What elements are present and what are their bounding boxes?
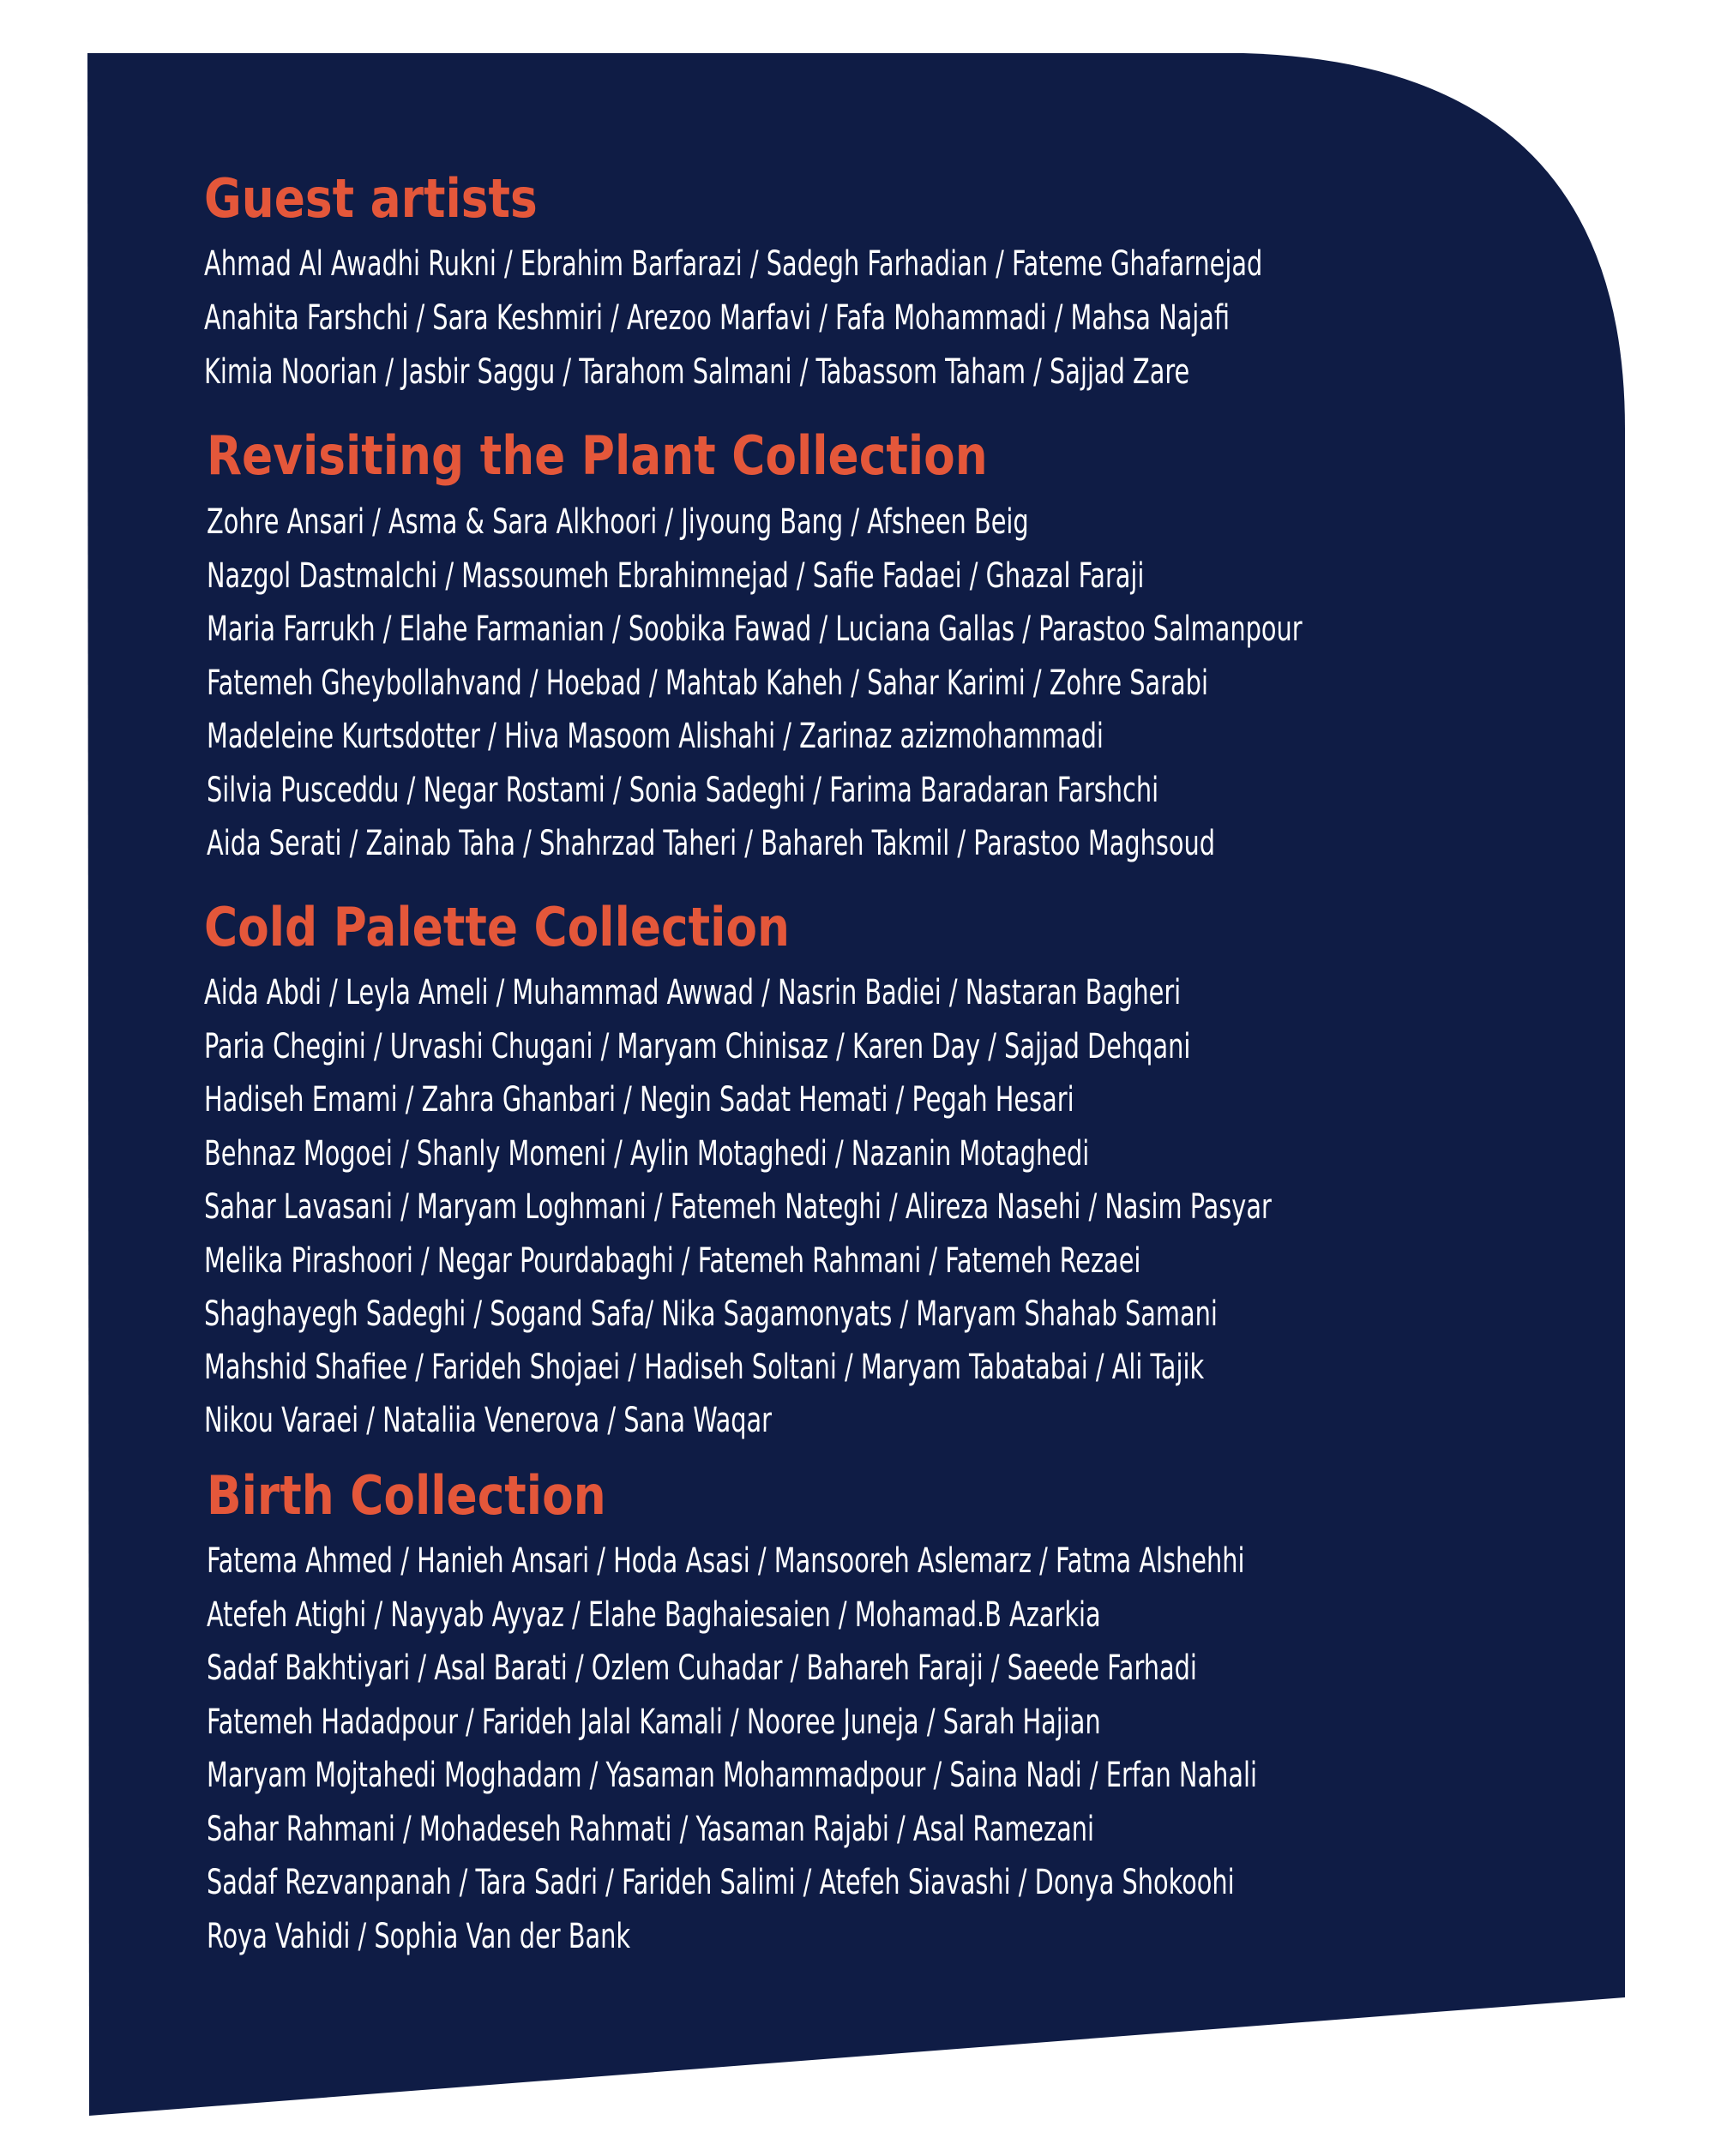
artist-list-line: Nazgol Dastmalchi / Massoumeh Ebrahimnejad / Safie Fadaei / Ghazal Faraji [207, 556, 1145, 596]
artist-list-line: Maryam Mojtahedi Moghadam / Yasaman Mohammadpour / Saina Nadi / Erfan Nahali [207, 1756, 1257, 1795]
artist-list-line: Ahmad Al Awadhi Rukni / Ebrahim Barfarazi / Sadegh Farhadian / Fateme Ghafarnejad [204, 244, 1263, 284]
artist-list-line: Melika Pirashoori / Negar Pourdabaghi / Fatemeh Rahmani / Fatemeh Rezaei [204, 1241, 1141, 1281]
artist-list-line: Nikou Varaei / Nataliia Venerova / Sana Waqar [204, 1401, 772, 1440]
artist-list-line: Sahar Lavasani / Maryam Loghmani / Fatemeh Nateghi / Alireza Nasehi / Nasim Pasyar [204, 1187, 1272, 1227]
artist-list-line: Aida Abdi / Leyla Ameli / Muhammad Awwad / Nasrin Badiei / Nastaran Bagheri [204, 973, 1182, 1012]
artist-list-line: Sahar Rahmani / Mohadeseh Rahmati / Yasaman Rajabi / Asal Ramezani [207, 1810, 1095, 1849]
artist-list-line: Kimia Noorian / Jasbir Saggu / Tarahom Salmani / Tabassom Taham / Sajjad Zare [204, 352, 1190, 392]
artist-list-line: Maria Farrukh / Elahe Farmanian / Soobika Fawad / Luciana Gallas / Parastoo Salmanpour [207, 610, 1303, 649]
section-heading: Cold Palette Collection [204, 896, 790, 958]
section-heading: Birth Collection [207, 1464, 606, 1527]
artist-list-line: Aida Serati / Zainab Taha / Shahrzad Taheri / Bahareh Takmil / Parastoo Maghsoud [207, 824, 1216, 863]
section-heading: Revisiting the Plant Collection [207, 424, 988, 487]
artist-list-line: Zohre Ansari / Asma & Sara Alkhoori / Jiyoung Bang / Afsheen Beig [207, 502, 1029, 542]
artist-list-line: Sadaf Rezvanpanah / Tara Sadri / Farideh Salimi / Atefeh Siavashi / Donya Shokoohi [207, 1863, 1235, 1902]
artist-list-line: Roya Vahidi / Sophia Van der Bank [207, 1917, 631, 1956]
artist-list-line: Paria Chegini / Urvashi Chugani / Maryam Chinisaz / Karen Day / Sajjad Dehqani [204, 1027, 1191, 1066]
artist-list-line: Madeleine Kurtsdotter / Hiva Masoom Alishahi / Zarinaz azizmohammadi [207, 717, 1104, 756]
artist-list-line: Sadaf Bakhtiyari / Asal Barati / Ozlem Cuhadar / Bahareh Faraji / Saeede Farhadi [207, 1649, 1197, 1688]
artist-list-line: Atefeh Atighi / Nayyab Ayyaz / Elahe Baghaiesaien / Mohamad.B Azarkia [207, 1595, 1101, 1635]
artist-list-line: Fatema Ahmed / Hanieh Ansari / Hoda Asasi / Mansooreh Aslemarz / Fatma Alshehhi [207, 1541, 1245, 1581]
artist-list-line: Hadiseh Emami / Zahra Ghanbari / Negin Sadat Hemati / Pegah Hesari [204, 1080, 1074, 1120]
artist-list-line: Mahshid Shafiee / Farideh Shojaei / Hadiseh Soltani / Maryam Tabatabai / Ali Tajik [204, 1348, 1205, 1387]
artist-list-line: Fatemeh Hadadpour / Farideh Jalal Kamali / Nooree Juneja / Sarah Hajian [207, 1703, 1101, 1742]
artist-list-line: Silvia Pusceddu / Negar Rostami / Sonia Sadeghi / Farima Baradaran Farshchi [207, 771, 1159, 810]
artist-list-line: Anahita Farshchi / Sara Keshmiri / Arezoo Marfavi / Fafa Mohammadi / Mahsa Najafi [204, 298, 1231, 338]
artist-list-line: Behnaz Mogoei / Shanly Momeni / Aylin Motaghedi / Nazanin Motaghedi [204, 1134, 1090, 1174]
artist-list-line: Fatemeh Gheybollahvand / Hoebad / Mahtab Kaheh / Sahar Karimi / Zohre Sarabi [207, 664, 1208, 703]
section-heading: Guest artists [204, 167, 538, 230]
artist-list-line: Shaghayegh Sadeghi / Sogand Safa/ Nika Sagamonyats / Maryam Shahab Samani [204, 1294, 1218, 1334]
